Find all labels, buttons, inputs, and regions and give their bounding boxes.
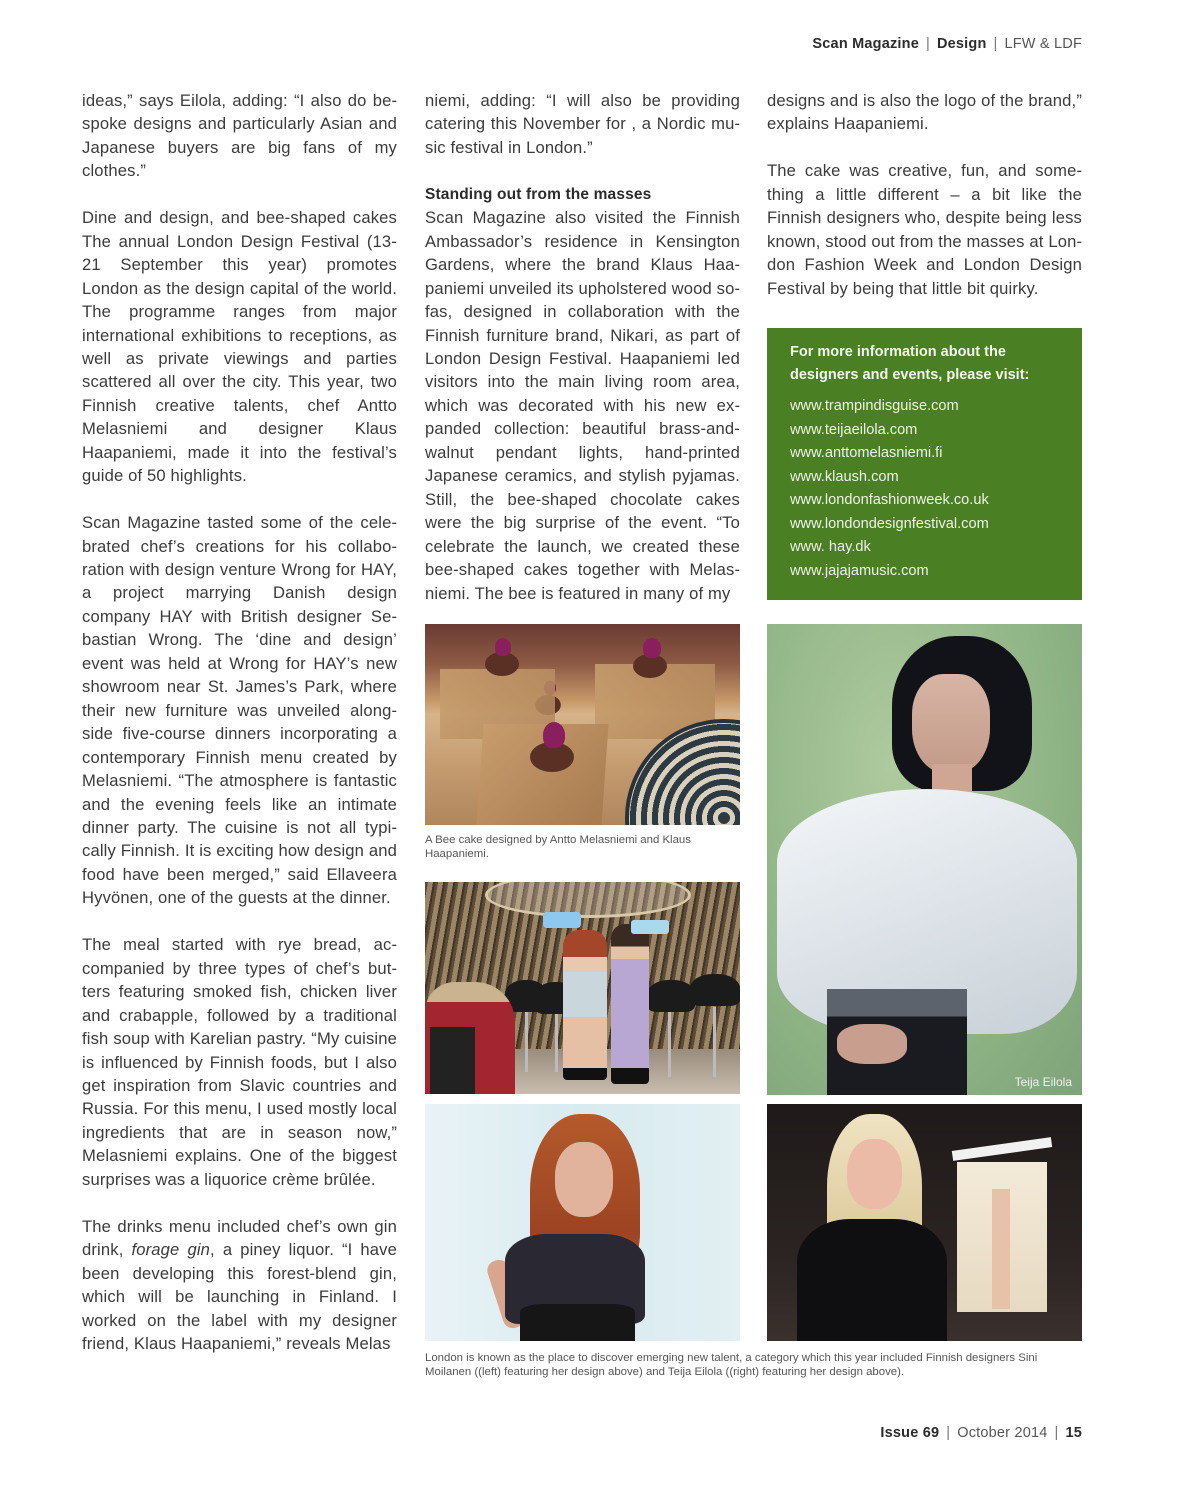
header-separator: | <box>925 36 930 52</box>
text-run: The drinks menu included chef’s own gin drink, <box>82 1216 397 1260</box>
paragraph: The cake was creative, fun, and something a little different – a bit like the Finnish designers who, despite being less known, stood out from the masses at London Fashion Week and London Design Festival by being that little bit quirky. <box>767 161 1082 298</box>
black-outfit <box>797 1219 947 1341</box>
article-column-2 <box>425 89 740 605</box>
stool-pole <box>668 1007 671 1077</box>
link-londondesignfestival[interactable]: www.londondesignfestival.com <box>790 515 989 532</box>
info-box-title: For more information about the designers and events, please visit: <box>790 344 1030 383</box>
photo-sini-moilanen <box>425 1104 740 1341</box>
page-number: 15 <box>1065 1425 1082 1441</box>
hanger <box>952 1137 1052 1161</box>
paragraph <box>82 1215 397 1356</box>
photo-bee-cakes <box>425 624 740 825</box>
bar-stool <box>647 980 695 1012</box>
face <box>847 1139 902 1209</box>
paragraph: designs and is also the logo of the brand,” explains Haapaniemi. <box>767 91 1082 134</box>
italic-text: forage gin <box>131 1240 211 1260</box>
flower-garnish <box>495 638 511 656</box>
section-name: Design <box>936 36 987 52</box>
paragraph: The meal started with rye bread, accompanied by three types of chef’s butters featuring smoked fish, chicken liver and crabapple, followed by a traditional fish soup with Karelian pastry. “My cuisine is influenced by Finnish foods, but I also get inspiration from Slavic countries and Russia. For this menu, I used mostly local ingredients that are in season now,” Melasniemi explains. One of the biggest surprises was a liquorice crème brûlée. <box>82 935 397 1189</box>
paragraph: niemi, adding: “I will also be providing catering this November for , a Nordic music festival in London.” <box>425 91 740 157</box>
speech-bubble-sign <box>543 912 581 928</box>
model-right <box>611 924 649 1084</box>
info-box <box>767 328 1082 600</box>
black-skirt <box>520 1304 635 1341</box>
paragraph: Scan Magazine also visited the Finnish Ambassador’s residence in Kensington Gardens, where the brand Klaus Haapaniemi unveiled its upholstered wood sofas, designed in collaboration with the Finnish furniture brand, Nikari, as part of London Design Festival. Haapaniemi led visitors into the main living room area, which was decorated with his new expanded collection: beautiful brass-and-walnut pendant lights, hand-printed Japanese ceramics, and stylish pyjamas. Still, the bee-shaped chocolate cakes were the big surprise of the event. “To celebrate the launch, we created these bee-shaped cakes together with Melasniemi. The bee is featured in many of my <box>425 208 741 603</box>
photo-caption: A Bee cake designed by Antto Melasniemi and Klaus Haapaniemi. <box>425 834 691 860</box>
link-trampindisguise[interactable]: www.trampindisguise.com <box>790 398 959 414</box>
link-teijaeilola[interactable]: www.teijaeilola.com <box>790 421 918 438</box>
photo-caption-bottom: London is known as the place to discover emerging new talent, a category which this year included Finnish designers Sini Moilanen ((left) featuring her design above) and Teija Eilola ((right) featuring her design above). <box>425 1352 1038 1378</box>
face <box>555 1142 613 1217</box>
text-run: , a piney liquor. “I have been developing this forest-blend gin, which will be launching in Finland. I worked on the label with my designer friend, Klaus Haapaniemi,” reveals Melas <box>82 1240 397 1353</box>
footer-separator: | <box>1054 1425 1059 1441</box>
header-separator: | <box>993 36 998 52</box>
stool-pole <box>713 1007 716 1077</box>
link-klaush[interactable]: www.klaush.com <box>790 468 899 485</box>
footer-separator: | <box>946 1425 951 1441</box>
publication-name: Scan Magazine <box>812 36 919 52</box>
link-jajajamusic[interactable]: www.jajajamusic.com <box>790 562 929 579</box>
article-column-3 <box>767 89 1082 324</box>
article-column-1 <box>82 89 397 1355</box>
photo-credit: Teija Eilola <box>1014 1075 1072 1089</box>
running-header <box>812 36 1082 52</box>
page-footer <box>880 1425 1082 1441</box>
photo-teija-eilola-design <box>767 624 1082 1095</box>
issue-number: Issue 69 <box>880 1425 940 1441</box>
satin-ribbon <box>992 1189 1010 1309</box>
bar-stool <box>690 974 740 1006</box>
photographer <box>425 982 515 1094</box>
ceiling-light <box>485 882 691 918</box>
flower-garnish <box>643 638 661 658</box>
flower-garnish <box>543 722 565 748</box>
subheading: Standing out from the masses <box>425 185 652 203</box>
photo-teija-eilola <box>767 1104 1082 1341</box>
hands <box>837 1024 907 1064</box>
paragraph: ideas,” says Eilola, adding: “I also do bespoke designs and particularly Asian and Japanese buyers are big fans of my clothes.” <box>82 91 397 181</box>
speech-bubble-sign <box>631 920 669 934</box>
model-left <box>563 930 607 1080</box>
stool-pole <box>525 1002 528 1072</box>
paragraph: Dine and design, and bee-shaped cakes The annual London Design Festival (13-21 September this year) promotes London as the design capital of the world. The programme ranges from major international exhibitions to receptions, as well as private viewings and parties scattered all over the city. This year, two Finnish creative talents, chef Antto Melasniemi and designer Klaus Haapaniemi, made it into the festival’s guide of 50 highlights. <box>82 208 397 486</box>
link-hay[interactable]: www. hay.dk <box>790 539 871 555</box>
issue-date: October 2014 <box>957 1425 1048 1441</box>
subsection-name: LFW & LDF <box>1004 36 1082 52</box>
link-anttomelasniemi[interactable]: www.anttomelasniemi.fi <box>790 445 943 461</box>
paragraph: Scan Magazine tasted some of the celebrated chef’s creations for his collaboration with design venture Wrong for HAY, a project marrying Danish design company HAY with British designer Sebastian Wrong. The ‘dine and design’ event was held at Wrong for HAY’s new showroom near St. James’s Park, where their new furniture was unveiled alongside five-course dinners incorporating a contemporary Finnish menu created by Melasniemi. “The atmosphere is fantastic and the evening feels like an intimate dinner party. The cuisine is not all typically Finnish. It is exciting how design and food have been merged,” said Ellaveera Hyvönen, one of the guests at the dinner. <box>82 513 397 908</box>
stool-pole <box>555 1007 558 1072</box>
link-londonfashionweek[interactable]: www.londonfashionweek.co.uk <box>790 492 989 508</box>
face <box>912 674 990 774</box>
photo-fashion-show <box>425 882 740 1094</box>
